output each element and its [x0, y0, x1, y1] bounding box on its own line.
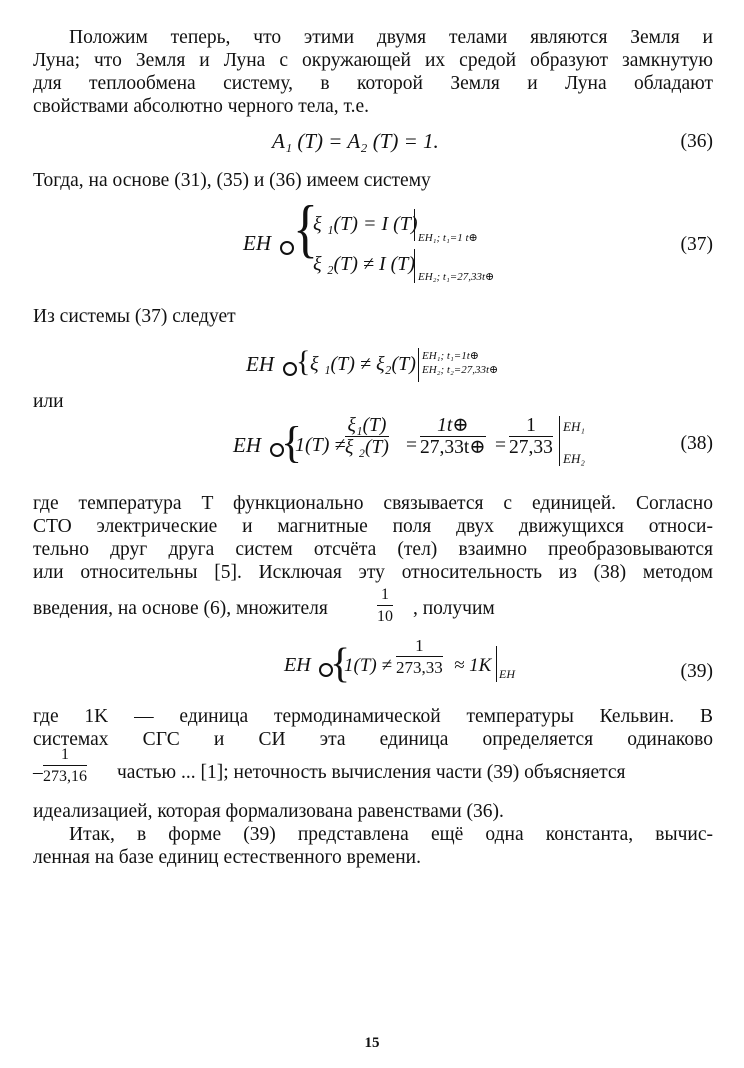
denominator: 273,33: [396, 658, 443, 677]
numerator: ξ₁(T): [345, 416, 389, 437]
denominator: 273,16: [43, 768, 87, 785]
eq38-tag2: EH₂: [563, 451, 585, 466]
eq-lhs: EH: [233, 433, 261, 457]
equation-number-39: (39): [680, 661, 713, 682]
left-brace: {: [293, 193, 318, 265]
text-line: Положим теперь, что этими двумя телами являются Земля и: [69, 27, 713, 48]
denominator: 27,33: [509, 437, 553, 458]
eq37-row1: ξ ₁(T) = I (T): [313, 213, 418, 235]
text-line: где температура T функционально связывается с единицей. Согласно: [33, 493, 713, 514]
paragraph-7: [33, 823, 713, 869]
paragraph-2: [33, 169, 713, 192]
text-line: где 1K — единица термодинамической температуры Кельвин. В: [33, 706, 713, 727]
text-line: тельно друг друга систем отсчёта (тел) взаимно преобразовываются: [33, 539, 713, 560]
left-brace: {: [330, 641, 351, 687]
fraction: [420, 416, 486, 459]
eq-lhs: EH: [246, 352, 274, 376]
paragraph-4: [33, 390, 713, 413]
fraction: [396, 636, 443, 679]
inline-fraction: [377, 585, 393, 628]
text-line: для теплообмена систему, в которой Земля и Луна обладают: [33, 73, 713, 94]
paragraph-5: [33, 492, 713, 584]
eq37-row2-tag: EH₂; t₁=27,33t⊕: [418, 271, 495, 283]
page-number: 15: [364, 1035, 380, 1051]
text-line: системах СГС и СИ эта единица определяется одинаково: [33, 729, 713, 750]
text-line: СТО электрические и магнитные поля двух движущихся относи-: [33, 516, 713, 537]
denominator: 10: [377, 608, 393, 625]
fraction: [345, 416, 389, 459]
sun-symbol-icon: [283, 362, 297, 376]
eval-bar: [414, 209, 415, 241]
text-span: , получим: [413, 598, 495, 619]
text-line: ленная на базе единиц естественного времени.: [33, 847, 421, 868]
equation-number-38: (38): [680, 433, 713, 454]
eval-bar: [496, 646, 497, 682]
left-brace: {: [281, 418, 303, 467]
equation-number-37: (37): [680, 234, 713, 255]
fraction: [509, 416, 553, 459]
text-line: Из системы (37) следует: [33, 306, 236, 327]
numerator: 1: [377, 585, 393, 606]
equation-36: A₁ (T) = A₂ (T) = 1.: [272, 129, 439, 153]
eq39-start: 1(T) ≠: [344, 655, 392, 676]
eq38-tag1: EH₁: [563, 419, 585, 434]
eq-mid-body: ξ ₁(T) ≠ ξ₂(T): [310, 353, 416, 375]
equation-38: [233, 412, 613, 478]
eq37-row2: ξ ₂(T) ≠ I (T): [313, 253, 416, 275]
equation-number-36: (36): [680, 131, 713, 152]
text-line: Тогда, на основе (31), (35) и (36) имеем систему: [33, 170, 431, 191]
paragraph-1: [33, 26, 713, 118]
eq39-end: ≈ 1K: [454, 655, 492, 676]
numerator: 1: [43, 745, 87, 766]
eval-bar: [418, 348, 419, 382]
eq-mid-tag2: EH₂; t₂=27,33t⊕: [422, 364, 499, 376]
eq38-start: 1(T) ≠: [295, 434, 346, 456]
text-line: или относительны [5]. Исключая эту относительность из (38) методом: [33, 562, 713, 583]
inline-line-fraction: [33, 745, 713, 795]
equals-sign: =: [406, 435, 417, 456]
numerator: 1t⊕: [420, 416, 486, 437]
text-line: или: [33, 391, 64, 412]
minus-sign: –: [33, 762, 43, 783]
numerator: 1: [396, 636, 443, 657]
numerator: 1: [509, 416, 553, 437]
denominator: ξ ₂(T): [345, 437, 389, 458]
eval-bar: [559, 416, 560, 466]
eq37-row1-tag: EH₁; t₁=1 t⊕: [418, 232, 478, 244]
eq39-tag: EH: [499, 667, 515, 681]
sun-symbol-icon: [280, 241, 294, 255]
text-line: Луна; что Земля и Луна с окружающей их средой образуют замкнутую: [33, 50, 713, 71]
left-brace: {: [296, 345, 311, 378]
denominator: 27,33t⊕: [420, 437, 486, 458]
text-span: введения, на основе (6), множителя: [33, 598, 328, 619]
equation-39: [284, 636, 534, 696]
eq-mid-tag1: EH₁; t₁=1t⊕: [422, 350, 479, 362]
eq-lhs: EH: [284, 654, 311, 676]
equals-sign: =: [495, 435, 506, 456]
paragraph-3: [33, 305, 713, 328]
inline-fraction: [43, 745, 87, 788]
text-line: идеализацией, которая формализована равенствами (36).: [33, 801, 504, 822]
eq-lhs: EH: [243, 231, 271, 255]
paragraph-6-end: [33, 800, 713, 823]
text-line: Итак, в форме (39) представлена ещё одна константа, вычис-: [69, 824, 713, 845]
eval-bar: [414, 249, 415, 283]
text-span: частью ... [1]; неточность вычисления части (39) объясняется: [117, 762, 626, 783]
text-line: свойствами абсолютно черного тела, т.е.: [33, 96, 370, 117]
